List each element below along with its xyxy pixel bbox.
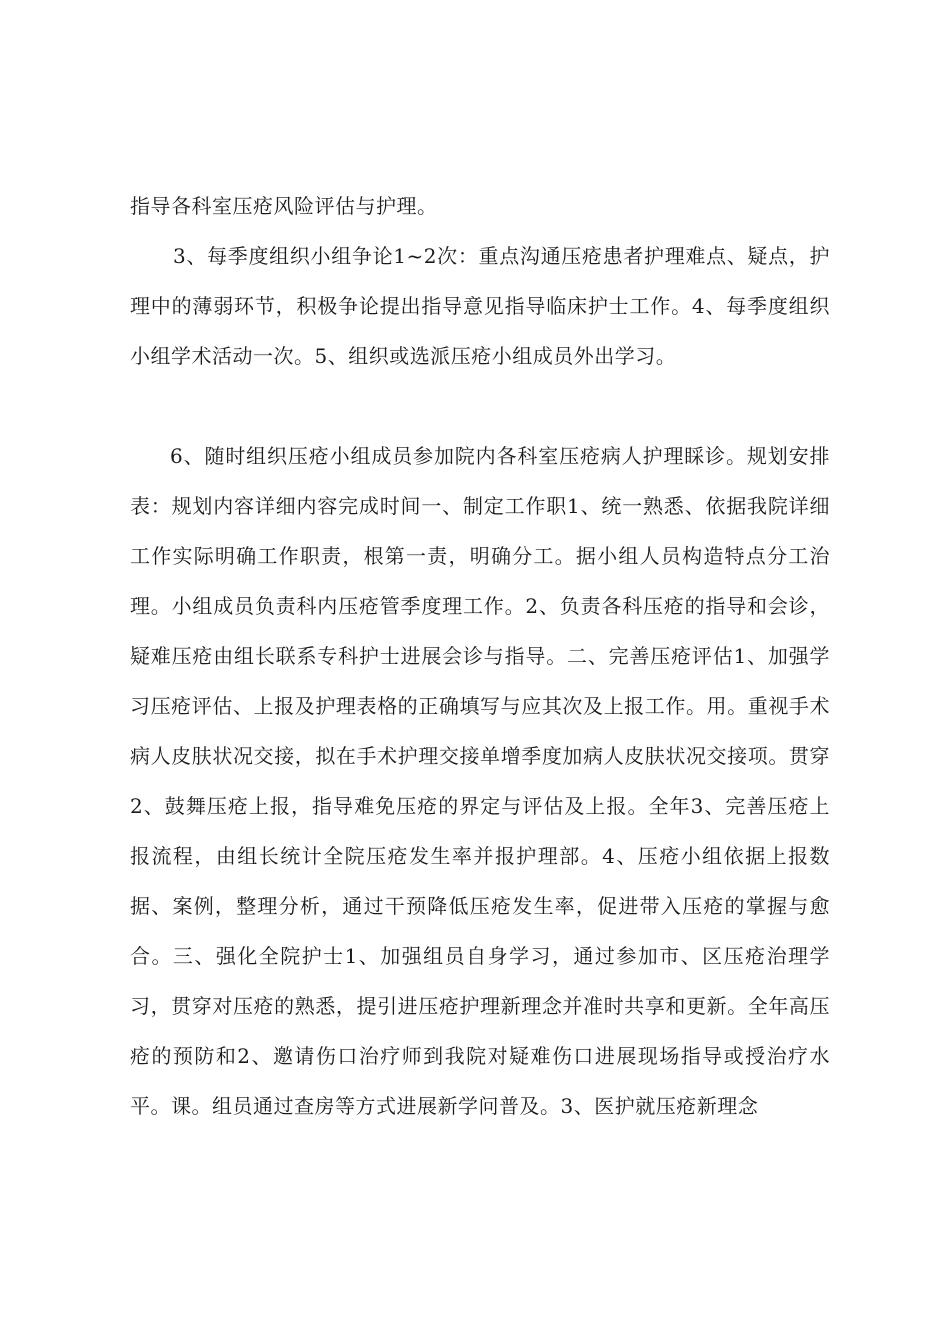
paragraph-1: 指导各科室压疮风险评估与护理。 <box>130 194 438 218</box>
paragraph-2: 3、每季度组织小组争论1~2次：重点沟通压疮患者护理难点、疑点，护理中的薄弱环节，积极争论提出指导意见指导临床护士工作。4、每季度组织小组学术活动一次。5、组织或选派压疮小组成员外出学习。 <box>130 244 830 368</box>
paragraph-3: 6、随时组织压疮小组成员参加院内各科室压疮病人护理睬诊。规划安排表：规划内容详细内容完成时间一、制定工作职1、统一熟悉、依据我院详细工作实际明确工作职责，根第一责，明确分工。据小组人员构造特点分工治理。小组成员负责科内压疮管季度理工作。2、负责各科压疮的指导和会诊，疑难压疮由组长联系专科护士进展会诊与指导。二、完善压疮评估1、加强学习压疮评估、上报及护理表格的正确填写与应其次及上报工作。用。重视手术病人皮肤状况交接，拟在手术护理交接单增季度加病人皮肤状况交接项。贯穿2、鼓舞压疮上报，指导难免压疮的界定与评估及上报。全年3、完善压疮上报流程，由组长统计全院压疮发生率并报护理部。4、压疮小组依据上报数据、案例，整理分析，通过干预降低压疮发生率，促进带入压疮的掌握与愈合。三、强化全院护士1、加强组员自身学习，通过参加市、区压疮治理学习，贯穿对压疮的熟悉，提引进压疮护理新理念并准时共享和更新。全年高压疮的预防和2、邀请伤口治疗师到我院对疑难伤口进展现场指导或授治疗水平。课。组员通过查房等方式进展新学问普及。3、医护就压疮新理念 <box>130 444 830 1118</box>
